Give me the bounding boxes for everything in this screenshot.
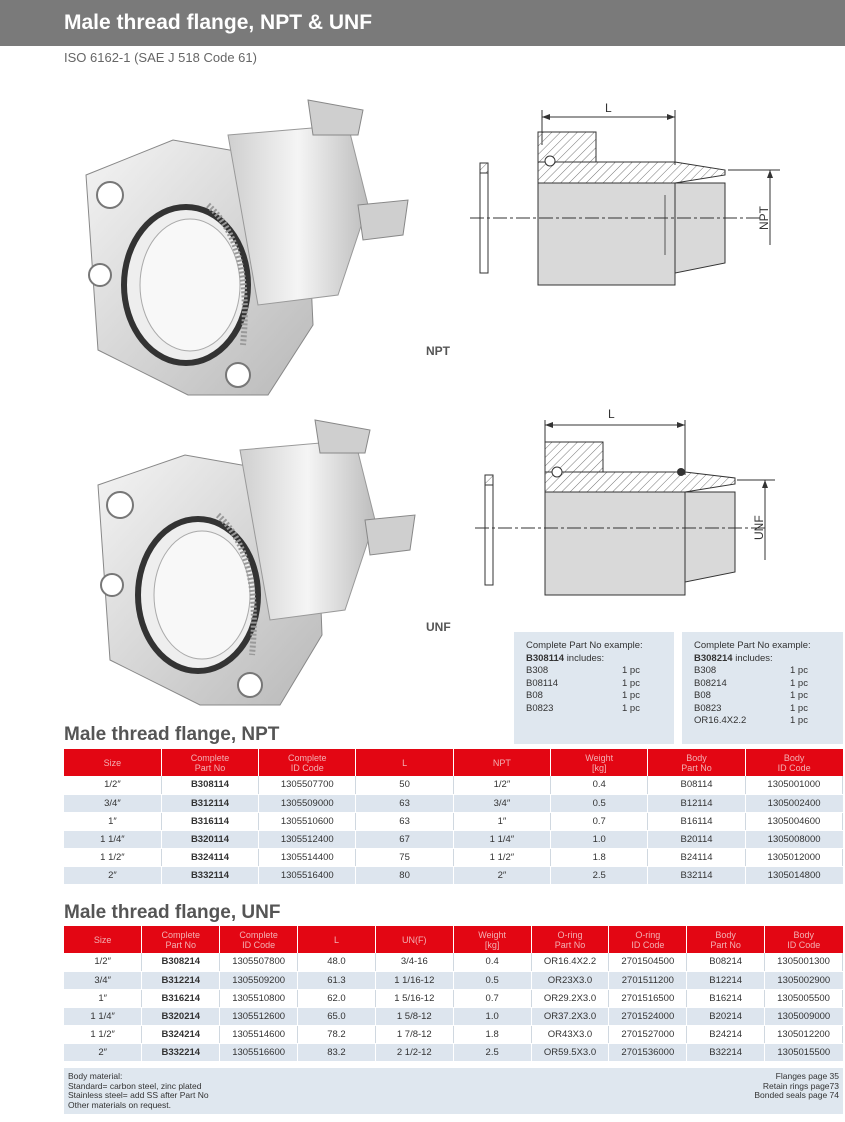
item-code: B08214 [694,677,727,689]
column-header: Size [64,749,161,776]
column-header: NPT [453,749,550,776]
example-item [526,665,662,678]
table-cell: 2701504500 [609,953,687,971]
table-cell: 78.2 [298,1025,376,1043]
table-cell: 1305507700 [259,776,356,794]
npt-table-title: Male thread flange, NPT [64,724,280,745]
table-cell: 1305001000 [745,776,842,794]
table-cell: B08214 [687,953,765,971]
table-cell: 0.5 [453,971,531,989]
unf-cross-section-drawing [475,400,795,600]
npt-table [64,749,843,885]
column-header: Body Part No [687,926,765,953]
item-qty: 1 pc [622,677,640,689]
table-cell: B316214 [142,989,220,1007]
table-cell: 1305015500 [765,1043,843,1061]
table-cell: 3/4″ [453,794,550,812]
table-cell: 1305512400 [259,830,356,848]
table-cell: 0.7 [551,812,648,830]
column-header: Body ID Code [765,926,843,953]
table-cell: 1305507800 [220,953,298,971]
unf-table-title: Male thread flange, UNF [64,902,281,923]
table-row [64,953,843,971]
table-cell: 2″ [64,866,161,884]
table-cell: 1 1/4″ [453,830,550,848]
table-cell: 1305516400 [259,866,356,884]
table-cell: B332114 [161,866,258,884]
table-row [64,971,843,989]
npt-cross-section-drawing [470,95,790,295]
item-qty: 1 pc [790,677,808,689]
column-header: Complete ID Code [259,749,356,776]
table-row [64,866,843,884]
item-qty: 1 pc [790,702,808,714]
table-cell: OR29.2X3.0 [531,989,609,1007]
table-cell: 67 [356,830,453,848]
table-cell: 1/2″ [64,776,161,794]
table-cell: 2701527000 [609,1025,687,1043]
item-qty: 1 pc [622,702,640,714]
table-cell: B312214 [142,971,220,989]
footer-line: Standard= carbon steel, zinc plated [68,1080,202,1091]
npt-flange-3d-illustration [78,95,428,405]
table-header-row [64,749,843,776]
item-qty: 1 pc [790,690,808,701]
table-cell: 1″ [453,812,550,830]
table-row [64,1007,843,1025]
example-item [694,678,831,691]
table-cell: 1 7/8-12 [375,1025,453,1043]
unf-flange-3d-illustration [90,415,430,715]
table-cell: 48.0 [298,953,376,971]
table-cell: 2701511200 [609,971,687,989]
footer-line: Bonded seals page 74 [754,1090,839,1100]
table-cell: 1/2″ [64,953,142,971]
table-cell: 1″ [64,812,161,830]
table-cell: B12114 [648,794,745,812]
table-cell: 1305512600 [220,1007,298,1025]
example-part: B308114 [526,652,565,664]
table-cell: 65.0 [298,1007,376,1025]
table-cell: B320114 [161,830,258,848]
item-qty: 1 pc [622,665,640,676]
example-item [526,703,662,716]
example-item [694,690,831,703]
table-cell: 2.5 [453,1043,531,1061]
table-cell: 63 [356,812,453,830]
item-code: OR16.4X2.2 [694,715,747,726]
item-code: B0823 [526,702,554,714]
unf-dim-unf: UNF [752,515,766,540]
footer-material-notes [68,1072,209,1110]
item-code: B308 [526,665,549,676]
example-title: Complete Part No example: [526,640,643,651]
table-cell: 63 [356,794,453,812]
table-cell: B308114 [161,776,258,794]
example-title: Complete Part No example: [694,640,811,651]
table-cell: B16114 [648,812,745,830]
table-cell: 1305510600 [259,812,356,830]
table-cell: 2701524000 [609,1007,687,1025]
table-row [64,794,843,812]
footer-line: Flanges page 35 [775,1071,839,1081]
table-cell: 2.5 [551,866,648,884]
npt-dim-L: L [605,101,612,115]
example-item [694,665,831,678]
table-cell: B24114 [648,848,745,866]
npt-example-box [514,632,674,744]
table-cell: 3/4″ [64,971,142,989]
table-cell: 1 1/4″ [64,1007,142,1025]
table-cell: OR59.5X3.0 [531,1043,609,1061]
table-cell: 1305002900 [765,971,843,989]
table-cell: 0.7 [453,989,531,1007]
table-cell: 2 1/2-12 [375,1043,453,1061]
table-cell: 1305009000 [765,1007,843,1025]
example-item [526,678,662,691]
table-cell: 80 [356,866,453,884]
table-cell: 83.2 [298,1043,376,1061]
table-row [64,848,843,866]
table-cell: 1305002400 [745,794,842,812]
column-header: Weight [kg] [551,749,648,776]
footer-line: Body material: [68,1071,123,1081]
table-cell: 62.0 [298,989,376,1007]
table-cell: 1305514600 [220,1025,298,1043]
item-qty: 1 pc [622,690,640,701]
column-header: UN(F) [375,926,453,953]
column-header: Size [64,926,142,953]
table-cell: 1 1/2″ [64,848,161,866]
table-cell: 75 [356,848,453,866]
table-cell: OR16.4X2.2 [531,953,609,971]
table-cell: 1.8 [453,1025,531,1043]
table-cell: 1″ [64,989,142,1007]
footer-page-references [754,1072,839,1101]
table-cell: 1305509200 [220,971,298,989]
table-cell: 50 [356,776,453,794]
table-cell: 1 1/4″ [64,830,161,848]
table-row [64,776,843,794]
npt-dim-npt: NPT [757,206,771,230]
table-cell: 3/4-16 [375,953,453,971]
example-item [694,715,831,728]
table-cell: B320214 [142,1007,220,1025]
table-cell: 2701516500 [609,989,687,1007]
table-cell: B20214 [687,1007,765,1025]
table-cell: 1305008000 [745,830,842,848]
table-cell: 1.0 [453,1007,531,1025]
column-header: L [298,926,376,953]
table-cell: 1 1/2″ [64,1025,142,1043]
footer-line: Retain rings page73 [762,1080,839,1091]
table-cell: B12214 [687,971,765,989]
footer-line: Stainless steel= add SS after Part No [68,1090,209,1100]
table-cell: 1305012000 [745,848,842,866]
unf-dim-L: L [608,407,615,421]
footer-line: Other materials on request. [68,1099,171,1110]
table-row [64,1025,843,1043]
table-cell: 1 1/16-12 [375,971,453,989]
table-row [64,830,843,848]
column-header: Complete ID Code [220,926,298,953]
column-header: L [356,749,453,776]
column-header: O-ring Part No [531,926,609,953]
table-cell: 2″ [64,1043,142,1061]
table-cell: B308214 [142,953,220,971]
example-includes: includes: [566,652,605,664]
npt-label: NPT [426,344,450,358]
table-cell: 61.3 [298,971,376,989]
table-row [64,812,843,830]
item-code: B08114 [526,677,559,689]
table-cell: 1305509000 [259,794,356,812]
column-header: Body Part No [648,749,745,776]
item-qty: 1 pc [790,715,808,726]
page-header [0,0,845,46]
table-cell: B16214 [687,989,765,1007]
item-code: B08 [526,690,543,701]
table-cell: B316114 [161,812,258,830]
column-header: Complete Part No [142,926,220,953]
table-cell: 0.4 [551,776,648,794]
table-cell: 1 5/16-12 [375,989,453,1007]
table-cell: 1 5/8-12 [375,1007,453,1025]
table-cell: B312114 [161,794,258,812]
table-cell: OR43X3.0 [531,1025,609,1043]
column-header: Body ID Code [745,749,842,776]
table-cell: 1305005500 [765,989,843,1007]
table-cell: 1.0 [551,830,648,848]
item-qty: 1 pc [790,665,808,676]
column-header: O-ring ID Code [609,926,687,953]
table-cell: 0.4 [453,953,531,971]
table-row [64,1043,843,1061]
table-cell: 1305510800 [220,989,298,1007]
table-cell: B20114 [648,830,745,848]
table-cell: 1 1/2″ [453,848,550,866]
item-code: B308 [694,665,717,676]
table-cell: 1305004600 [745,812,842,830]
table-cell: B332214 [142,1043,220,1061]
unf-table [64,926,843,1062]
table-cell: 2701536000 [609,1043,687,1061]
table-cell: B32214 [687,1043,765,1061]
table-cell: 1305514400 [259,848,356,866]
example-includes: includes: [735,652,773,664]
example-item [526,690,662,703]
footer-notes [64,1068,843,1114]
table-cell: 1305001300 [765,953,843,971]
table-cell: OR37.2X3.0 [531,1007,609,1025]
table-row [64,989,843,1007]
table-cell: OR23X3.0 [531,971,609,989]
unf-example-box [682,632,843,744]
table-cell: 1305014800 [745,866,842,884]
page-title: Male thread flange, NPT & UNF [64,11,373,34]
column-header: Weight [kg] [453,926,531,953]
table-cell: 1/2″ [453,776,550,794]
table-cell: B08114 [648,776,745,794]
item-code: B0823 [694,702,722,714]
table-cell: B24214 [687,1025,765,1043]
table-cell: B324214 [142,1025,220,1043]
table-header-row [64,926,843,953]
page-subtitle: ISO 6162-1 (SAE J 518 Code 61) [64,50,257,65]
example-part: B308214 [694,652,733,664]
unf-label: UNF [426,620,451,634]
table-cell: 1305516600 [220,1043,298,1061]
table-cell: B32114 [648,866,745,884]
item-code: B08 [694,690,711,701]
table-cell: 1.8 [551,848,648,866]
table-cell: 3/4″ [64,794,161,812]
table-cell: 0.5 [551,794,648,812]
table-cell: B324114 [161,848,258,866]
table-cell: 2″ [453,866,550,884]
column-header: Complete Part No [161,749,258,776]
table-cell: 1305012200 [765,1025,843,1043]
example-item [694,703,831,716]
